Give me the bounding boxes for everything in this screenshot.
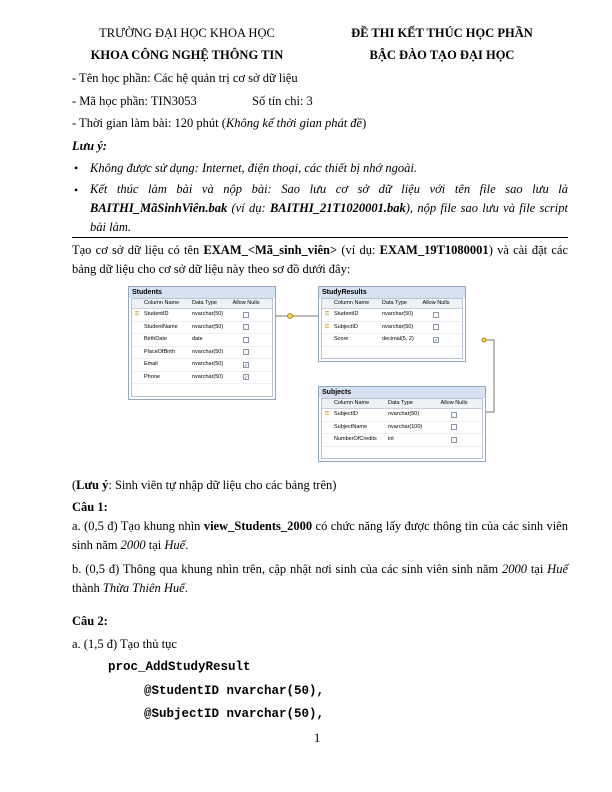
column-name: PlaceOfBirth	[144, 348, 175, 355]
intro-db-name: EXAM_<Mã_sinh_viên>	[203, 243, 338, 257]
page-number: 1	[314, 731, 321, 745]
data-type: nvarchar(50)	[192, 348, 224, 355]
col-header-type: Data Type	[192, 300, 217, 306]
column-name: SubjectID	[334, 411, 358, 417]
question-1-b	[72, 560, 568, 598]
faculty-name: KHOA CÔNG NGHỆ THÔNG TIN	[90, 48, 284, 62]
q1-b3: tại	[526, 562, 548, 576]
exam-time-suffix: )	[362, 116, 367, 130]
column-name: Email	[144, 361, 158, 367]
data-type: nvarchar(50)	[192, 311, 224, 317]
code-param-subjectid: @SubjectID nvarchar(50),	[144, 707, 325, 721]
notes-title: Lưu ý:	[72, 139, 107, 153]
table-row	[132, 359, 272, 372]
allow-nulls-checkbox[interactable]	[433, 324, 439, 330]
data-type: nvarchar(50)	[192, 373, 224, 380]
q1-a3: có chức năng lấy được thông tin của các sinh viên sinh năm	[72, 519, 568, 552]
university-name: TRƯỜNG ĐẠI HỌC KHOA HỌC	[99, 26, 275, 40]
intro-c: (ví dụ:	[337, 243, 380, 257]
allow-nulls-checkbox[interactable]	[451, 437, 457, 443]
table-row	[322, 322, 462, 335]
q1-b7: .	[184, 581, 188, 595]
data-type: nvarchar(50)	[388, 411, 420, 417]
allow-nulls-checkbox[interactable]	[243, 337, 249, 343]
note-item-2-c: (ví dụ:	[227, 201, 270, 215]
data-type: nvarchar(50)	[382, 311, 414, 317]
col-header-type: Data Type	[388, 400, 413, 406]
row-marker	[132, 334, 142, 346]
intro-a: Tạo cơ sở dữ liệu có tên	[72, 243, 204, 257]
table-row	[322, 334, 462, 347]
primary-key-icon: ⚿	[324, 311, 330, 317]
q1-a7: .	[185, 538, 189, 552]
credits: Số tín chỉ: 3	[252, 94, 313, 108]
table-row	[322, 434, 482, 447]
table-row	[132, 372, 272, 385]
column-name: StudentName	[144, 323, 178, 330]
note2-b: Lưu ý	[76, 478, 109, 492]
column-name: Score	[334, 336, 349, 342]
column-name: NumberOfCredits	[334, 436, 377, 442]
primary-key-icon: ⚿	[324, 411, 330, 417]
q1-a1: a. (0,5 đ) Tạo khung nhìn	[72, 519, 204, 533]
table-row	[132, 309, 272, 322]
database-diagram	[128, 282, 500, 462]
allow-nulls-checkbox[interactable]	[451, 412, 457, 418]
primary-key-icon: ⚿	[324, 323, 330, 330]
row-marker	[132, 359, 142, 371]
column-name: StudentID	[144, 311, 169, 317]
allow-nulls-checkbox[interactable]	[433, 312, 439, 318]
exam-title: ĐỀ THI KẾT THÚC HỌC PHẦN	[351, 26, 533, 40]
exam-time-note: Không kể thời gian phát đề	[225, 116, 363, 130]
exam-time-prefix: - Thời gian làm bài: 120 phút (	[72, 116, 226, 130]
bullet-2: •	[74, 183, 79, 197]
table-row	[322, 409, 482, 422]
allow-nulls-checkbox[interactable]: ✓	[244, 362, 249, 369]
column-name: Phone	[144, 373, 160, 380]
col-header-nulls: Allow Nulls	[422, 300, 450, 306]
question-1-title: Câu 1:	[72, 500, 108, 514]
column-name: StudentID	[334, 311, 359, 317]
subjects-table	[318, 386, 486, 462]
data-type: decimal(5, 2)	[382, 336, 414, 342]
course-code: - Mã học phần: TIN3053	[72, 94, 197, 108]
row-marker	[322, 422, 332, 434]
section-divider	[72, 237, 568, 238]
data-type: nvarchar(50)	[382, 323, 414, 330]
note-item-2	[90, 180, 568, 237]
allow-nulls-checkbox[interactable]: ✓	[434, 337, 439, 344]
note-item-2-b: BAITHI_MãSinhViên.bak	[90, 201, 228, 215]
note-item-2-e: ), nộp file sao lưu và file script bài làm.	[90, 201, 568, 234]
table-row	[132, 322, 272, 335]
col-header-nulls: Allow Nulls	[232, 300, 260, 306]
data-type: int	[388, 436, 394, 442]
note2-c: : Sinh viên tự nhập dữ liệu cho các bảng trên)	[108, 478, 337, 492]
row-marker	[132, 347, 142, 359]
table-row	[132, 347, 272, 360]
students-table-header	[132, 299, 272, 309]
col-header-nulls: Allow Nulls	[440, 400, 468, 406]
row-marker	[322, 334, 332, 346]
q1-a5: tại	[145, 538, 165, 552]
students-table-title: Students	[129, 287, 275, 298]
row-marker	[322, 434, 332, 446]
data-type: nvarchar(100)	[388, 423, 423, 430]
note-item-1: Không được sử dụng: Internet, điện thoại, các thiết bị nhớ ngoài.	[90, 161, 417, 175]
col-header-type: Data Type	[382, 300, 407, 306]
row-marker	[132, 322, 142, 334]
intro-e: ) và cài đặt các bảng dữ liệu cho cơ sở dữ liệu này theo sơ đồ dưới đây:	[72, 243, 569, 276]
question-1-a	[72, 517, 568, 555]
column-name: BirthDate	[144, 336, 167, 342]
column-name: SubjectID	[334, 323, 358, 330]
row-marker	[132, 372, 142, 384]
note2-a: (	[72, 478, 77, 492]
col-header-name: Column Name	[334, 400, 370, 406]
studyresults-table	[318, 286, 466, 362]
question-2-a: a. (1,5 đ) Tạo thủ tục	[72, 637, 177, 651]
note-item-2-d: BAITHI_21T1020001.bak	[269, 201, 406, 215]
allow-nulls-checkbox[interactable]	[243, 312, 249, 318]
data-type: nvarchar(50)	[192, 323, 224, 330]
q1-a6: Huế	[164, 538, 186, 552]
code-procedure-name: proc_AddStudyResult	[108, 660, 251, 674]
table-row	[322, 309, 462, 322]
allow-nulls-checkbox[interactable]	[243, 349, 249, 355]
allow-nulls-checkbox[interactable]	[243, 324, 249, 330]
q1-b6: Thừa Thiên Huế	[102, 581, 185, 595]
column-name: SubjectName	[334, 423, 368, 430]
intro-db-example: EXAM_19T1080001	[379, 243, 489, 257]
note-data-entry	[72, 478, 336, 493]
table-row	[322, 422, 482, 435]
education-level: BẬC ĐÀO TẠO ĐẠI HỌC	[369, 48, 515, 62]
subjects-table-title: Subjects	[319, 387, 485, 398]
studyresults-table-header	[322, 299, 462, 309]
primary-key-icon: ⚿	[134, 311, 140, 317]
q1-b5: thành	[72, 581, 103, 595]
course-name: - Tên học phần: Các hệ quản trị cơ sở dữ liệu	[72, 71, 298, 85]
q1-b2: 2000	[501, 562, 527, 576]
q1-b1: b. (0,5 đ) Thông qua khung nhìn trên, cập nhật nơi sinh của các sinh viên sinh năm	[72, 562, 502, 576]
intro-paragraph	[72, 241, 568, 279]
code-param-studentid: @StudentID nvarchar(50),	[144, 684, 325, 698]
subjects-table-header	[322, 399, 482, 409]
data-type: nvarchar(50)	[192, 361, 224, 367]
studyresults-table-title: StudyResults	[319, 287, 465, 298]
q1-b4: Huế	[547, 562, 568, 576]
students-table	[128, 286, 276, 400]
q1-view-name: view_Students_2000	[203, 519, 313, 533]
q1-a4: 2000	[120, 538, 146, 552]
question-2-title: Câu 2:	[72, 614, 108, 628]
col-header-name: Column Name	[334, 300, 370, 306]
allow-nulls-checkbox[interactable]: ✓	[244, 375, 249, 382]
note-item-2-a: Kết thúc làm bài và nộp bài: Sao lưu cơ sở dữ liệu với tên file sao lưu là	[90, 182, 568, 196]
table-row	[132, 334, 272, 347]
allow-nulls-checkbox[interactable]	[451, 424, 457, 430]
data-type: date	[192, 336, 203, 342]
exam-time	[72, 116, 366, 131]
bullet-1: •	[74, 161, 79, 175]
col-header-name: Column Name	[144, 300, 180, 306]
